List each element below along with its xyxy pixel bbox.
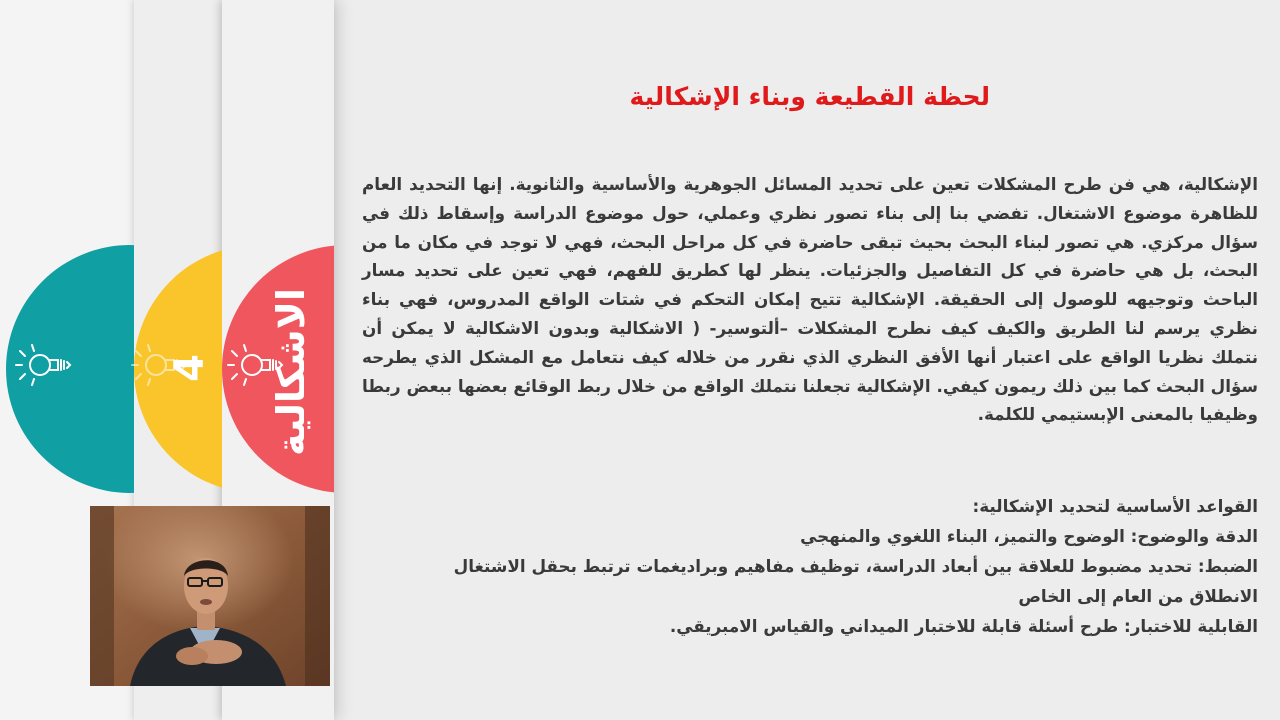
presenter-image [90, 506, 330, 686]
lightbulb-icon [12, 343, 74, 387]
slide-title: لحظة القطيعة وبناء الإشكالية [629, 82, 990, 111]
side-title: الاشكالية [269, 288, 313, 456]
rules-list [358, 491, 1258, 641]
main-paragraph: الإشكالية، هي فن طرح المشكلات تعين على تحديد المسائل الجوهرية والأساسية والثانوية. إنها التحديد العام للظاهرة موضوع الاشتغال. تفضي بنا إلى بناء تصور نظري وعملي، حول موضوع الدراسة وإسقاط ذلك في سؤال مركزي. هي تصور لبناء البحث بحيث تبقى حاضرة في كل مراحل البحث، فهي لا توجد في مكان ما من البحث، بل هي حاضرة في كل التفاصيل والجزئيات. ينظر لها كطريق للفهم، فهي تعين على تحديد مسار الباحث وتوجيهه للوصول إلى الحقيقة. الإشكالية تتيح إمكان التحكم في شتات الواقع المدروس، فهي بناء نظري يرسم لنا الطريق والكيف كيف نطرح المشكلات –ألتوسير- ( الاشكالية وبدون الاشكالية لا يمكن أن نتملك نظريا الواقع على اعتبار أنها الأفق النظري الذي نقرر من خلاله كيف نتعامل مع المشكل الذي يطرحه سؤال البحث كما بين ذلك ريمون كيفي. الإشكالية تجعلنا نتملك الواقع من خلال ربط الوقائع بعضها ببعض ربطا وظيفيا بالمعنى الإبستيمي للكلمة. [362, 174, 1258, 425]
step-number: 4 [167, 354, 213, 382]
rule-item: الضبط: تحديد مضبوط للعلاقة بين أبعاد الدراسة، توظيف مفاهيم وبراديغمات ترتبط بحقل الاشتغال [453, 556, 1258, 576]
presenter-webcam [90, 506, 330, 686]
rules-heading: القواعد الأساسية لتحديد الإشكالية: [972, 496, 1258, 516]
rule-item: القابلية للاختبار: طرح أسئلة قابلة للاختبار الميداني والقياس الامبريقي. [669, 616, 1258, 636]
rule-item: الدقة والوضوح: الوضوح والتميز، البناء اللغوي والمنهجي [800, 526, 1258, 546]
rule-item: الانطلاق من العام إلى الخاص [1018, 586, 1258, 606]
